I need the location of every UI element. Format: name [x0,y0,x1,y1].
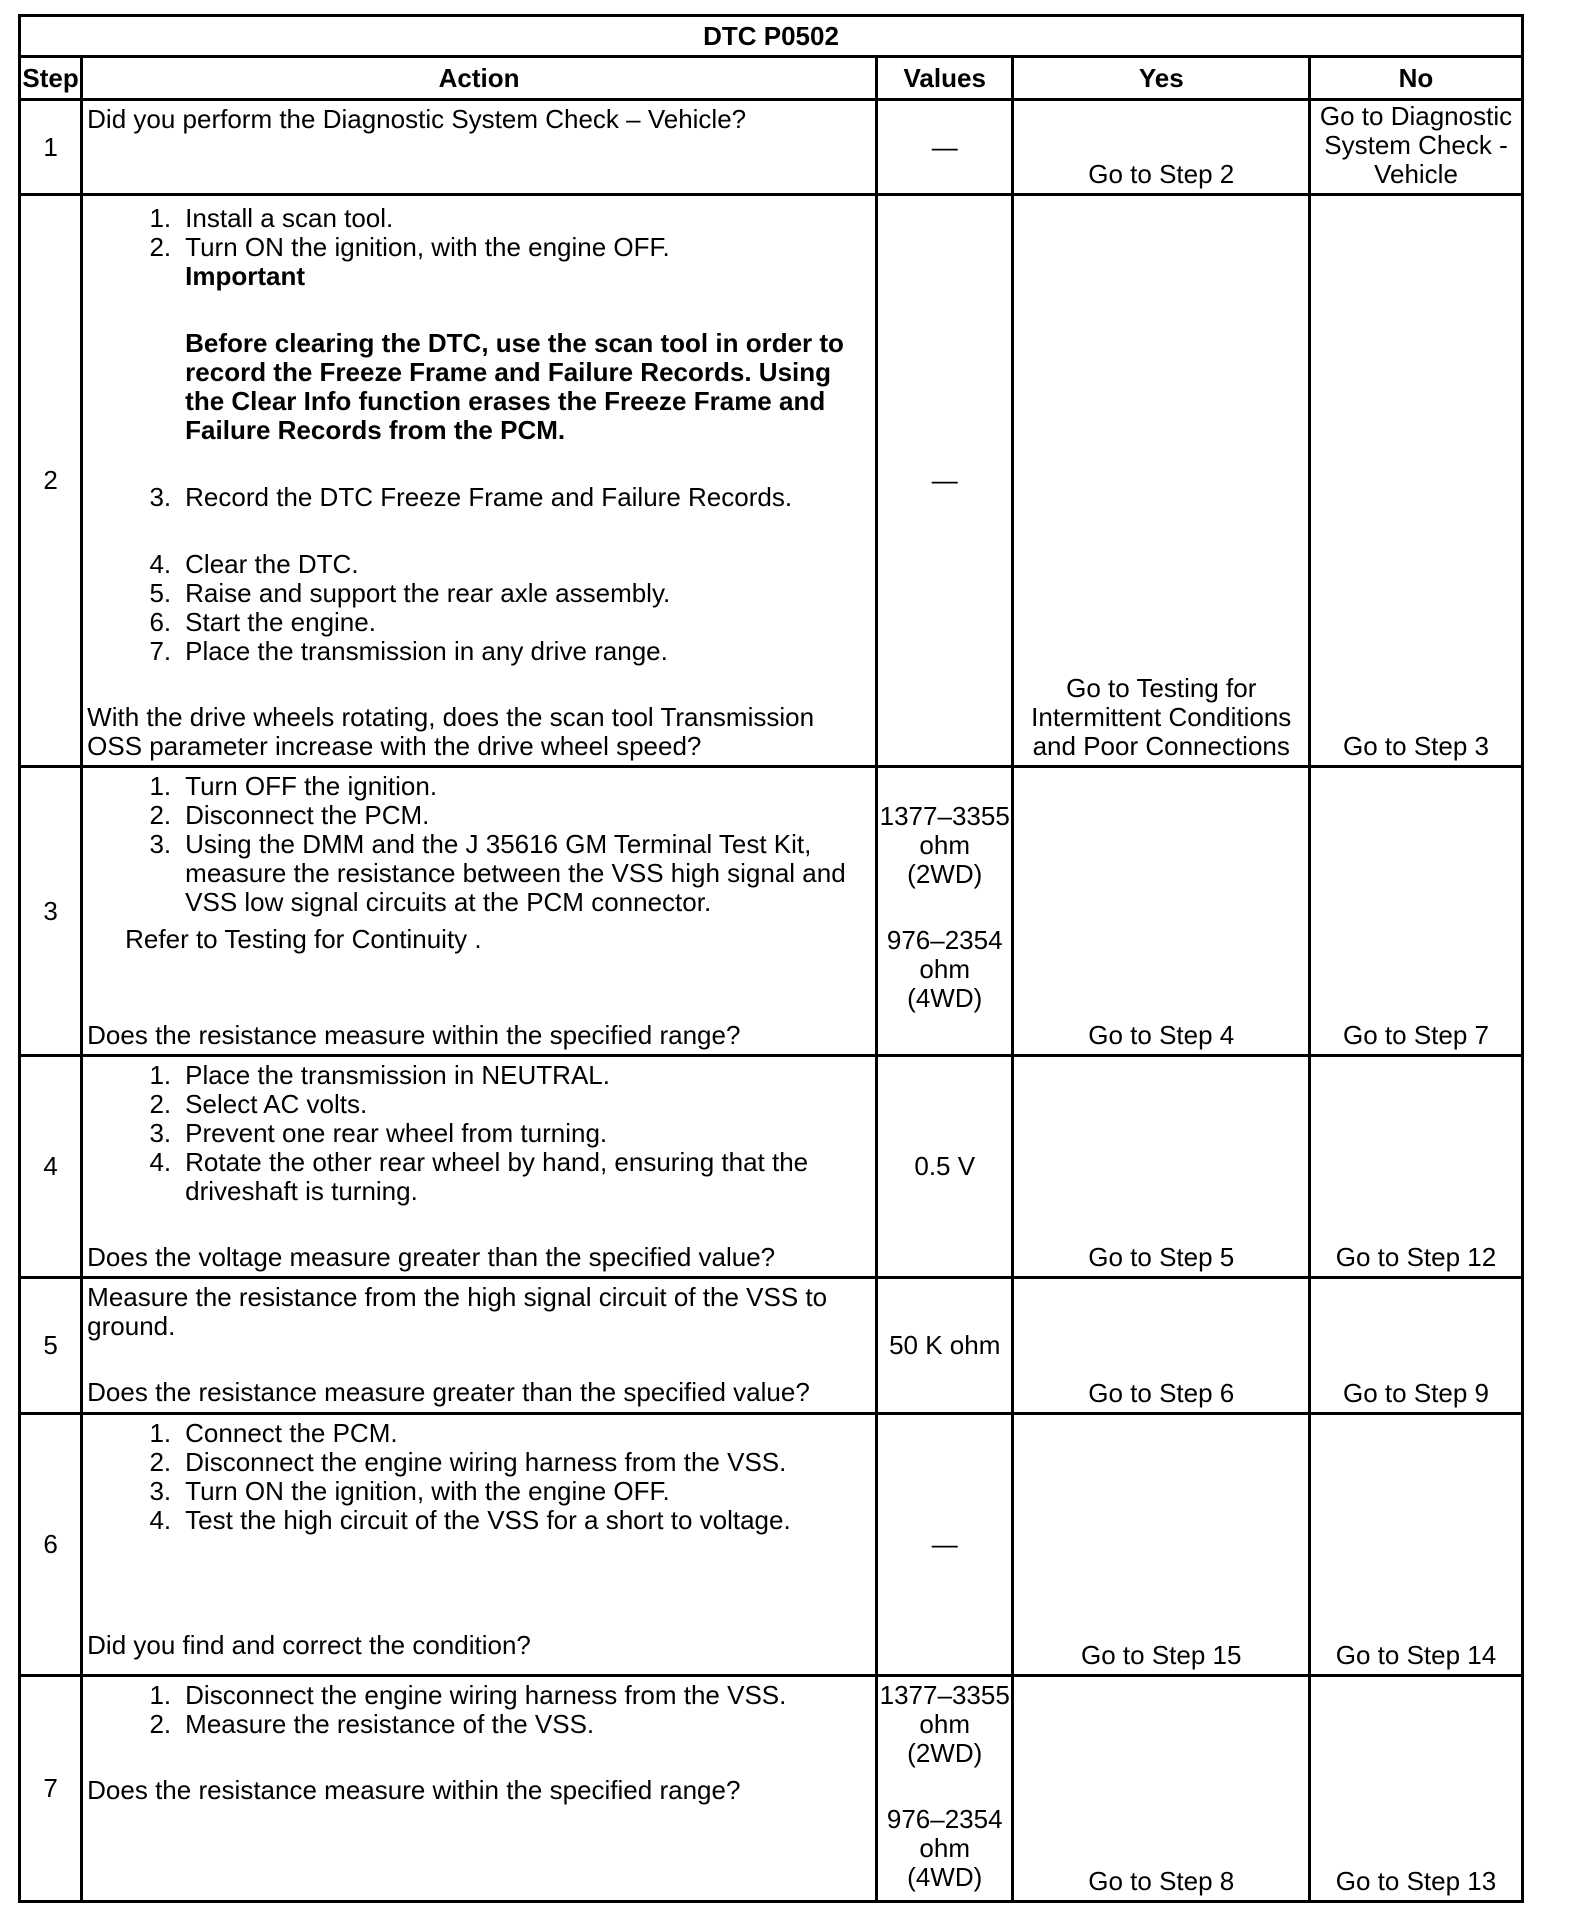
action-steps [87,772,869,917]
list-item: 2. Measure the resistance of the VSS. [149,1709,595,1739]
yes-cell: Go to Step 5 [1013,1056,1310,1278]
action-cell [82,1056,877,1278]
no-cell: Go to Diagnostic System Check - Vehicle [1310,100,1523,195]
list-item: 1. Install a scan tool. [149,203,394,233]
header-yes: Yes [1013,57,1310,100]
list-item: 1. Connect the PCM. [149,1418,398,1448]
question-text: With the drive wheels rotating, does the scan tool Transmission OSS parameter increase with the drive wheel speed? [87,702,815,761]
action-cell [82,1414,877,1676]
header-values: Values [876,57,1013,100]
action-cell [82,1676,877,1902]
list-item: 2. Turn ON the ignition, with the engine OFF. [149,232,670,262]
list-item: 1. Place the transmission in NEUTRAL. [149,1060,610,1090]
step-number: 3 [20,767,82,1056]
question-text: Did you perform the Diagnostic System Check – Vehicle? [87,104,747,134]
step-number: 6 [20,1414,82,1676]
action-steps [87,483,869,512]
question-text: Does the voltage measure greater than the specified value? [87,1242,776,1272]
values-cell: 50 K ohm [876,1278,1013,1414]
list-item: 1. Turn OFF the ignition. [149,771,438,801]
yes-cell: Go to Step 15 [1013,1414,1310,1676]
value-4wd: 976–2354 ohm (4WD) [886,1804,1003,1892]
action-steps [87,1681,869,1739]
values-cell: — [876,195,1013,767]
list-item: 3. Record the DTC Freeze Frame and Failure Records. [149,482,793,512]
table-row [20,1278,1523,1414]
question-text: Does the resistance measure within the specified range? [87,1020,741,1050]
list-item: 1. Disconnect the engine wiring harness from the VSS. [149,1680,787,1710]
list-item: 3. Prevent one rear wheel from turning. [149,1118,608,1148]
no-cell: Go to Step 14 [1310,1414,1523,1676]
values-cell: — [876,100,1013,195]
action-cell [82,100,877,195]
list-item: 4. Test the high circuit of the VSS for a short to voltage. [149,1505,791,1535]
no-cell: Go to Step 9 [1310,1278,1523,1414]
list-item: 2. Disconnect the PCM. [149,800,430,830]
table-row [20,195,1523,767]
header-no: No [1310,57,1523,100]
list-item: 5. Raise and support the rear axle assembly. [149,578,671,608]
list-item: 4. Clear the DTC. [149,549,359,579]
values-cell: 0.5 V [876,1056,1013,1278]
list-item: 2. Select AC volts. [149,1089,368,1119]
action-steps [87,1061,869,1206]
values-cell: — [876,1414,1013,1676]
action-text: Measure the resistance from the high signal circuit of the VSS to ground. [87,1282,828,1341]
list-item: 3. Using the DMM and the J 35616 GM Terminal Test Kit, measure the resistance between the VSS high signal and VSS low signal circuits at the PCM connector. [149,829,846,917]
table-row [20,100,1523,195]
list-item: 3. Turn ON the ignition, with the engine OFF. [149,1476,670,1506]
value-2wd: 1377–3355 ohm (2WD) [879,1680,1010,1768]
important-label: Important [185,261,306,291]
step-number: 4 [20,1056,82,1278]
dtc-table [18,14,1524,1903]
refer-text: Refer to Testing for Continuity . [125,924,482,954]
value-4wd: 976–2354 ohm (4WD) [886,925,1003,1013]
header-step: Step [20,57,82,100]
question-text: Did you find and correct the condition? [87,1630,531,1660]
no-cell: Go to Step 3 [1310,195,1523,767]
values-cell [876,1676,1013,1902]
step-number: 7 [20,1676,82,1902]
yes-cell: Go to Step 2 [1013,100,1310,195]
no-cell: Go to Step 7 [1310,767,1523,1056]
list-item: 7. Place the transmission in any drive range. [149,636,668,666]
table-row [20,1676,1523,1902]
action-steps [87,204,869,262]
question-text: Does the resistance measure within the specified range? [87,1775,741,1805]
no-cell: Go to Step 13 [1310,1676,1523,1902]
yes-cell: Go to Step 4 [1013,767,1310,1056]
action-steps [87,1419,869,1535]
table-row [20,1414,1523,1676]
list-item: 2. Disconnect the engine wiring harness from the VSS. [149,1447,787,1477]
dtc-document [18,14,1524,1903]
action-cell [82,195,877,767]
table-title: DTC P0502 [20,16,1523,57]
list-item: 4. Rotate the other rear wheel by hand, ensuring that the driveshaft is turning. [149,1147,809,1206]
action-cell [82,1278,877,1414]
question-text: Does the resistance measure greater than the specified value? [87,1377,810,1407]
action-steps [87,550,869,666]
header-action: Action [82,57,877,100]
step-number: 2 [20,195,82,767]
yes-cell: Go to Step 6 [1013,1278,1310,1414]
value-2wd: 1377–3355 ohm (2WD) [879,801,1010,889]
yes-cell: Go to Step 8 [1013,1676,1310,1902]
action-cell [82,767,877,1056]
list-item: 6. Start the engine. [149,607,376,637]
table-row [20,767,1523,1056]
step-number: 1 [20,100,82,195]
step-number: 5 [20,1278,82,1414]
important-text: Before clearing the DTC, use the scan tool in order to record the Freeze Frame and Failure Records. Using the Clear Info function erases the Freeze Frame and Failure Records from the PCM. [185,328,844,445]
values-cell [876,767,1013,1056]
no-cell: Go to Step 12 [1310,1056,1523,1278]
yes-cell: Go to Testing for Intermittent Conditions and Poor Connections [1013,195,1310,767]
table-row [20,1056,1523,1278]
